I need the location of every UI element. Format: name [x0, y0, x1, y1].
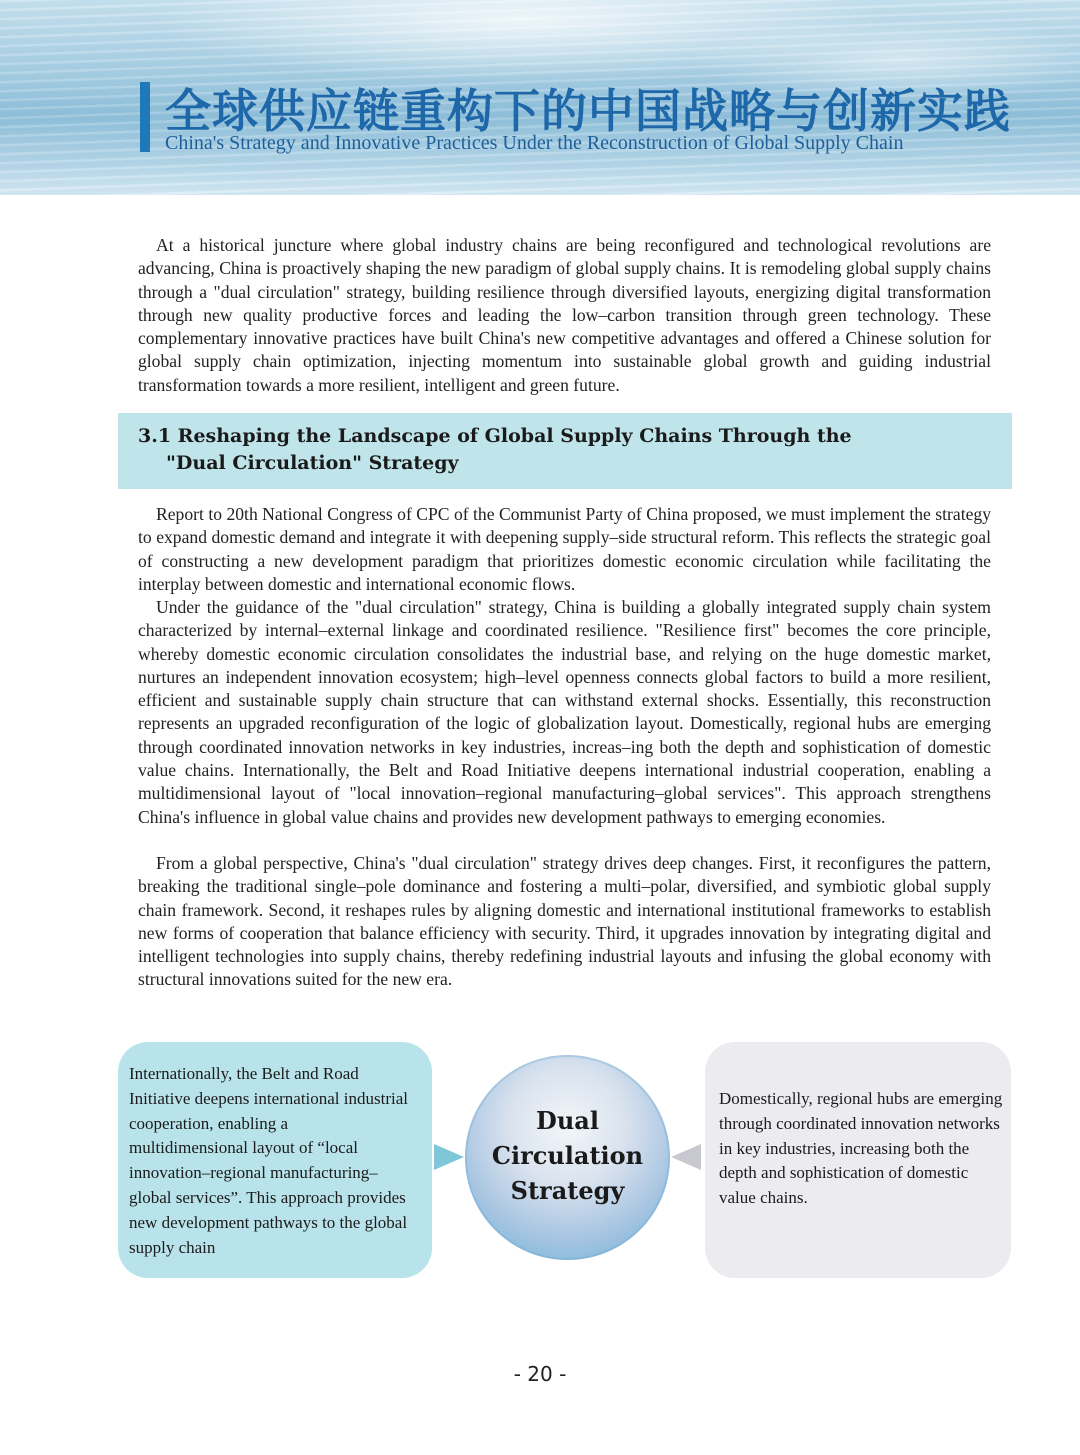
- section-paragraph-1: Report to 20th National Congress of CPC of the Communist Party of China proposed, we must implement the strategy to expand domestic demand and integrate it with deepening supply–side structural reform. This reflects the strategic goal of constructing a new development paradigm that prioritizes domestic economic circulation while facilitating the interplay between domestic and international economic flows.: [138, 504, 991, 594]
- section-paragraph-3: From a global perspective, China's "dual circulation" strategy drives deep changes. First, it reconfigures the pattern, breaking the traditional single–pole dominance and fostering a multi–polar, diversified, and symbiotic global supply chain framework. Second, it reshapes rules by aligning domestic and international institutional frameworks to establish new forms of cooperation that balance efficiency with security. Third, it upgrades innovation by integrating digital and intelligent technologies into supply chains, thereby redefining industrial layouts and infusing the global economy with structural innovations suited for the new era.: [138, 853, 991, 990]
- section-paragraph-2: Under the guidance of the "dual circulation" strategy, China is building a globally integrated supply chain system characterized by internal–external linkage and coordinated resilience. "Resilience first" becomes the core principle, whereby domestic economic circulation consolidates the industrial base, and relying on the huge domestic market, nurtures an independent innovation ecosystem; high–level openness connects global factors to build a more resilient, efficient and sustainable supply chain structure that can withstand external shocks. Essentially, this reconstruction represents an upgraded reconfiguration of the logic of globalization layout. Domestically, regional hubs are emerging through coordinated innovation networks in key industries, increas–ing both the depth and sophistication of domestic value chains. Internationally, the Belt and Road Initiative deepens international industrial cooperation, enabling a multidimensional layout of "local innovation–regional manufacturing–global services". This approach strengthens China's influence in global value chains and provides new development pathways to emerging economies.: [138, 597, 991, 827]
- page-title-chinese: 全球供应链重构下的中国战略与创新实践: [165, 84, 1011, 138]
- international-box: [118, 1042, 432, 1278]
- arrow-right-to-center-icon: [671, 1144, 701, 1170]
- header-banner: [0, 0, 1080, 195]
- circle-label-line-2: Circulation: [491, 1141, 644, 1170]
- domestic-box-text: Domestically, regional hubs are emerging through coordinated innovation networks in key industries, increasing both the depth and sophistication of domestic value chains.: [719, 1089, 1003, 1208]
- intro-paragraph: At a historical juncture where global industry chains are being reconfigured and technological revolutions are advancing, China is proactively shaping the new paradigm of global supply chains. It is remodeling global supply chains through a "dual circulation" strategy, building resilience through diversified layouts, energizing digital transformation through new quality productive forces and leading the low–carbon transition through green technology. These complementary innovative practices have built China's new competitive advantages and offered a Chinese solution for global supply chain optimization, injecting momentum into sustainable global growth and guiding industrial transformation towards a more resilient, intelligent and green future.: [138, 235, 991, 395]
- arrow-left-to-center-icon: [434, 1144, 464, 1170]
- circle-label-line-1: Dual: [536, 1106, 599, 1135]
- circle-label-line-3: Strategy: [510, 1176, 625, 1205]
- page-number: - 20 -: [513, 1362, 567, 1386]
- section-heading-box: [118, 413, 1012, 489]
- dual-circulation-circle: [465, 1055, 670, 1260]
- domestic-box: [705, 1042, 1011, 1278]
- international-box-text: Internationally, the Belt and Road Initiative deepens international industrial cooperation, enabling a multidimensional layout of “local innovation–regional manufacturing–global services”. This approach provides new development pathways to the global supply chain: [129, 1064, 408, 1257]
- title-accent-bar: [140, 82, 150, 152]
- circle-label: [465, 1103, 670, 1208]
- section-heading: 3.1 Reshaping the Landscape of Global Supply Chains Through the "Dual Circulation" Strategy: [138, 425, 852, 474]
- page-title-english: China's Strategy and Innovative Practices Under the Reconstruction of Global Supply Chain: [165, 132, 904, 154]
